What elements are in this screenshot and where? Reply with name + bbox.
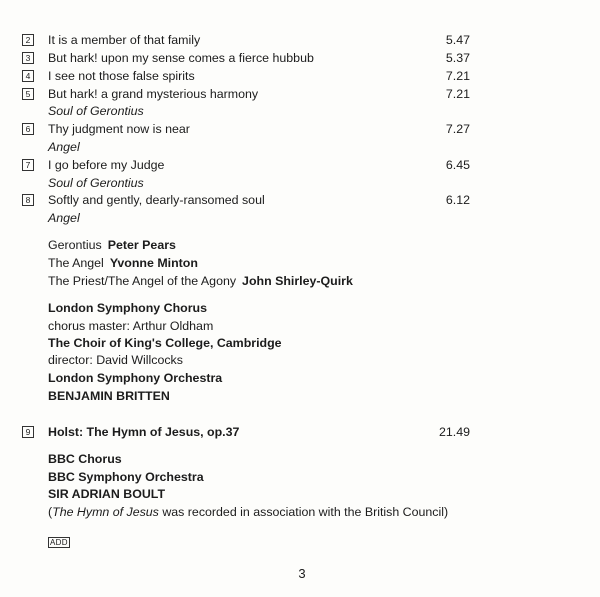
holst-chorus: BBC Chorus [48,452,122,466]
track-duration: 6.12 [445,193,470,207]
track-5 [22,86,482,102]
track-duration: 7.27 [445,122,470,136]
voice-label: Soul of Gerontius [48,104,144,118]
track-duration: 7.21 [445,69,470,83]
track-duration: 7.21 [445,87,470,101]
track-duration: 6.45 [445,158,470,172]
cast-role: Gerontius [48,238,102,252]
cast-performer: Peter Pears [107,238,176,252]
choir-director: director: David Willcocks [48,353,183,367]
track-number-box: 8 [22,194,34,206]
cast-row [48,237,176,253]
cast-row [48,273,353,289]
chorus-master: chorus master: Arthur Oldham [48,319,214,333]
voice-label: Soul of Gerontius [48,176,144,190]
cast-performer: Yvonne Minton [109,256,198,270]
page-number: 3 [298,566,306,581]
track-number-box: 6 [22,123,34,135]
track-number-box: 7 [22,159,34,171]
track-duration: 5.37 [445,51,470,65]
cast-role: The Priest/The Angel of the Agony [48,274,237,288]
cast-role: The Angel [48,256,104,270]
holst-orchestra: BBC Symphony Orchestra [48,470,204,484]
recording-note [48,504,448,520]
track-title: But hark! a grand mysterious harmony [48,87,259,101]
track-title: I see not those false spirits [48,69,195,83]
cast-performer: John Shirley-Quirk [242,274,353,288]
note-text: was recorded in association with the British Council) [158,505,449,519]
conductor-name: BENJAMIN BRITTEN [48,389,170,403]
track-6 [22,121,482,137]
choir-name: The Choir of King's College, Cambridge [48,336,282,350]
voice-label: Angel [48,211,80,225]
track-title: Thy judgment now is near [48,122,190,136]
voice-label: Angel [48,140,80,154]
cast-row [48,255,198,271]
track-duration: 21.49 [438,425,470,439]
note-work-title: The Hymn of Jesus [52,505,159,519]
chorus-name: London Symphony Chorus [48,301,208,315]
track-title: It is a member of that family [48,33,201,47]
track-number-box: 3 [22,52,34,64]
track-3 [22,50,482,66]
track-2 [22,32,482,48]
track-number-box: 5 [22,88,34,100]
orchestra-name: London Symphony Orchestra [48,371,223,385]
track-number-box: 9 [22,426,34,438]
track-9 [22,424,482,440]
track-title: But hark! upon my sense comes a fierce hubbub [48,51,314,65]
recording-code-badge: ADD [50,538,68,547]
track-number-box: 4 [22,70,34,82]
track-4 [22,68,482,84]
track-number-box: 2 [22,34,34,46]
track-title: Holst: The Hymn of Jesus, op.37 [48,425,240,439]
track-title: I go before my Judge [48,158,165,172]
track-title: Softly and gently, dearly-ransomed soul [48,193,265,207]
note-paren: ( [48,505,53,519]
track-7 [22,157,482,173]
track-8 [22,192,482,208]
holst-conductor: SIR ADRIAN BOULT [48,487,166,501]
track-duration: 5.47 [445,33,470,47]
